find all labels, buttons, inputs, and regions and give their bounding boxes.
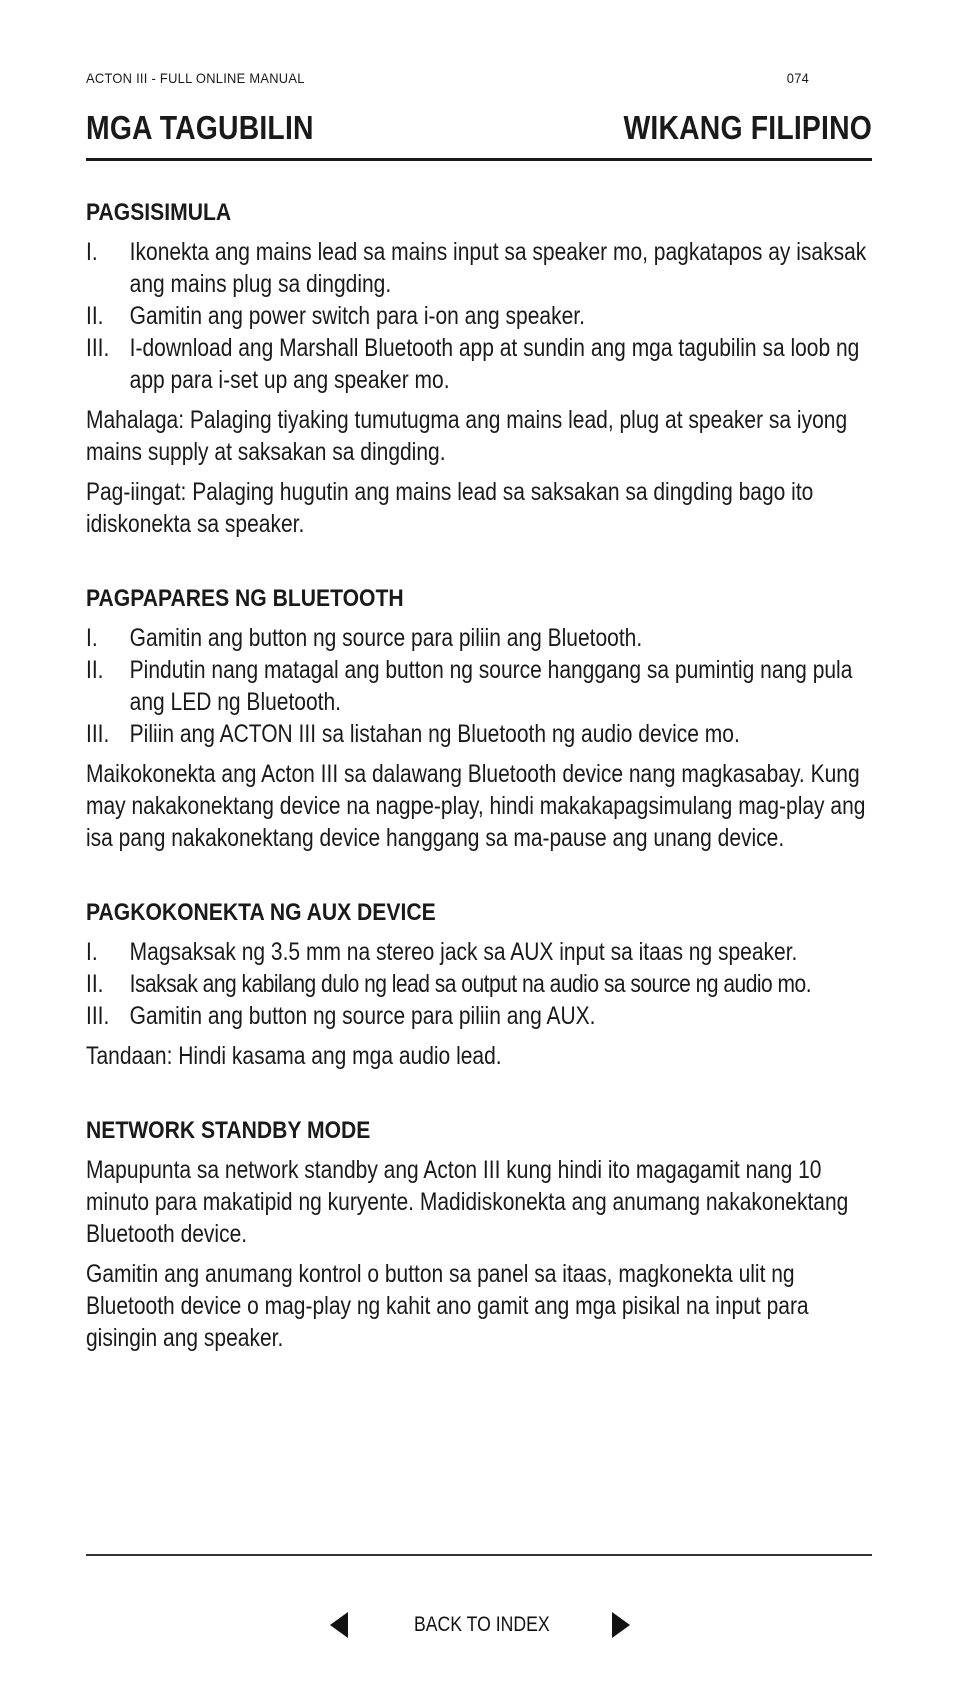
step-number: I. — [86, 624, 98, 652]
caution-note: Pag-iingat: Palaging hugutin ang mains lead sa saksakan sa dingding bago ito idiskonekta sa speaker. — [86, 478, 814, 538]
aux-note: Tandaan: Hindi kasama ang mga audio lead. — [86, 1042, 502, 1070]
step-number: III. — [86, 1002, 110, 1030]
list-item — [86, 718, 872, 750]
step-number: I. — [86, 938, 98, 966]
step-text: Pindutin nang matagal ang button ng source hanggang sa pumintig nang pula ang LED ng Bluetooth. — [129, 656, 853, 716]
wake-paragraph: Gamitin ang anumang kontrol o button sa panel sa itaas, magkonekta ulit ng Bluetooth device o mag-play ng kahit ano gamit ang mga pisikal na input para gisingin ang speaker. — [86, 1260, 809, 1352]
step-text: I-download ang Marshall Bluetooth app at sundin ang mga tagubilin sa loob ng app para i-set up ang speaker mo. — [129, 334, 860, 394]
list-item — [86, 332, 872, 396]
section-heading: NETWORK STANDBY MODE — [86, 1117, 371, 1144]
step-list — [86, 622, 872, 750]
page-title: MGA TAGUBILIN — [86, 109, 314, 146]
pairing-note: Maikokonekta ang Acton III sa dalawang Bluetooth device nang magkasabay. Kung may nakakonektang device na nagpe-play, hindi makakapagsimulang mag-play ang isa pang nakakonektang device hanggang sa ma-pause ang unang device. — [86, 760, 866, 852]
running-header — [86, 70, 872, 86]
step-text: Gamitin ang button ng source para piliin ang Bluetooth. — [129, 624, 643, 652]
section-heading: PAGSISIMULA — [86, 199, 232, 226]
footer-divider — [86, 1554, 872, 1556]
list-item — [86, 300, 872, 332]
page-footer — [0, 1600, 954, 1650]
list-item — [86, 236, 872, 300]
step-number: II. — [86, 302, 104, 330]
step-number: II. — [86, 656, 104, 684]
list-item — [86, 654, 872, 718]
section-network-standby — [86, 1114, 872, 1354]
list-item — [86, 968, 872, 1000]
list-item — [86, 622, 872, 654]
section-heading: PAGKOKONEKTA NG AUX DEVICE — [86, 899, 436, 926]
triangle-left-icon[interactable] — [330, 1612, 348, 1638]
triangle-right-icon[interactable] — [612, 1612, 630, 1638]
step-text: Gamitin ang power switch para i-on ang speaker. — [129, 302, 585, 330]
page-number: 074 — [786, 70, 810, 86]
doc-label: ACTON III - FULL ONLINE MANUAL — [86, 70, 305, 86]
section-heading: PAGPAPARES NG BLUETOOTH — [86, 585, 404, 612]
step-text: Isaksak ang kabilang dulo ng lead sa output na audio sa source ng audio mo. — [129, 970, 812, 998]
step-number: I. — [86, 238, 98, 266]
page-header — [86, 108, 872, 161]
step-number: II. — [86, 970, 104, 998]
list-item — [86, 1000, 872, 1032]
back-to-index-link[interactable]: BACK TO INDEX — [414, 1613, 550, 1636]
step-list — [86, 236, 872, 396]
step-number: III. — [86, 334, 110, 362]
important-note: Mahalaga: Palaging tiyaking tumutugma ang mains lead, plug at speaker sa iyong mains supply at saksakan sa dingding. — [86, 406, 848, 466]
section-aux-device — [86, 896, 872, 1072]
list-item — [86, 936, 872, 968]
page-content — [86, 196, 872, 1396]
step-list — [86, 936, 872, 1032]
step-number: III. — [86, 720, 110, 748]
section-bluetooth-pairing — [86, 582, 872, 854]
standby-paragraph: Mapupunta sa network standby ang Acton III kung hindi ito magagamit nang 10 minuto para makatipid ng kuryente. Madidiskonekta ang anumang nakakonektang Bluetooth device. — [86, 1156, 849, 1248]
step-text: Gamitin ang button ng source para piliin ang AUX. — [129, 1002, 596, 1030]
section-getting-started — [86, 196, 872, 540]
language-title: WIKANG FILIPINO — [623, 109, 872, 146]
step-text: Ikonekta ang mains lead sa mains input sa speaker mo, pagkatapos ay isaksak ang mains plug sa dingding. — [129, 238, 867, 298]
manual-page — [86, 0, 872, 1696]
step-text: Magsaksak ng 3.5 mm na stereo jack sa AUX input sa itaas ng speaker. — [129, 938, 798, 966]
step-text: Piliin ang ACTON III sa listahan ng Bluetooth ng audio device mo. — [129, 720, 740, 748]
